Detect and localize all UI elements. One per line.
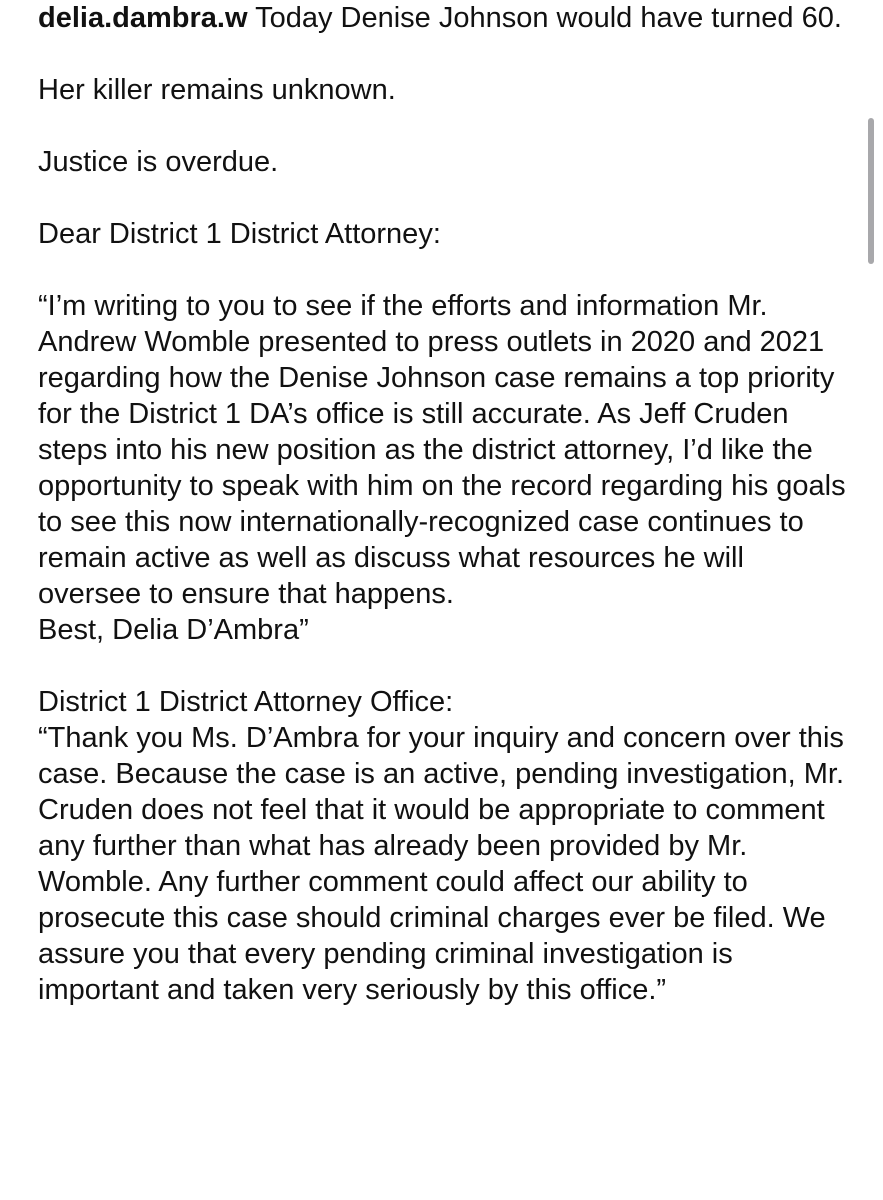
response-header: District 1 District Attorney Office:: [38, 686, 454, 718]
caption-first-paragraph: [38, 0, 848, 36]
username-link[interactable]: delia.dambra.w: [38, 2, 248, 34]
response-body: “Thank you Ms. D’Ambra for your inquiry and concern over this case. Because the case is an active, pending investigation, Mr. Cruden does not feel that it would be appropriate to comment any further than what has already been provided by Mr. Womble. Any further comment could affect our ability to prosecute this case should criminal charges ever be filed. We assure you that every pending criminal investigation is important and taken very seriously by this office.”: [38, 722, 853, 1006]
letter-body: “I’m writing to you to see if the efforts and information Mr. Andrew Womble presented to press outlets in 2020 and 2021 regarding how the Denise Johnson case remains a top priority for the District 1 DA’s office is still accurate. As Jeff Cruden steps into his new position as the district attorney, I’d like the opportunity to speak with him on the record regarding his goals to see this now internationally-recognized case continues to remain active as well as discuss what resources he will oversee to ensure that happens.: [38, 290, 854, 610]
post-caption: [38, 0, 854, 1008]
justice-overdue-line: Justice is overdue.: [38, 146, 279, 178]
killer-unknown-line: Her killer remains unknown.: [38, 74, 396, 106]
caption-intro-text: Today Denise Johnson would have turned 60.: [255, 2, 842, 34]
vertical-scrollbar[interactable]: [868, 118, 874, 264]
letter-signoff: Best, Delia D’Ambra”: [38, 614, 309, 646]
letter-salutation: Dear District 1 District Attorney:: [38, 218, 441, 250]
